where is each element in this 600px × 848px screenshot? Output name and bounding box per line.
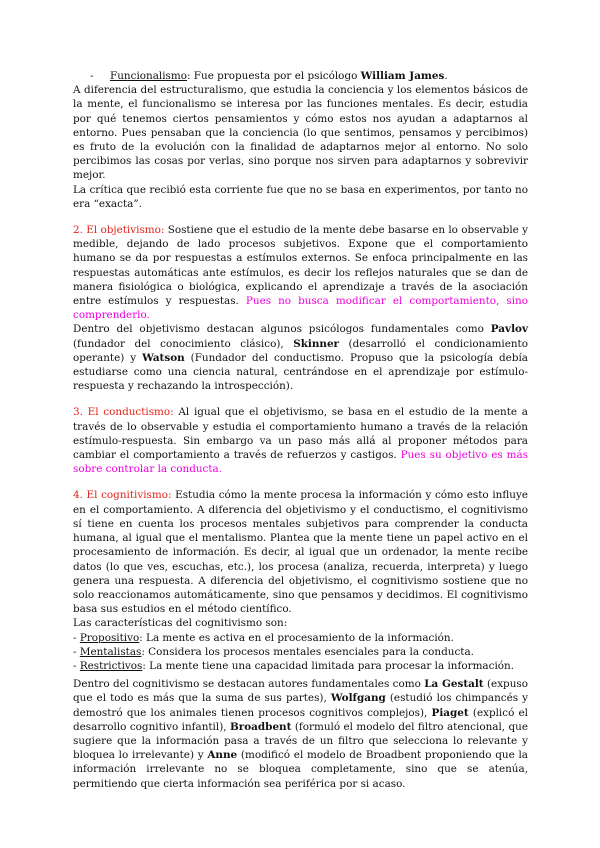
functionalism-term: Funcionalismo xyxy=(110,70,187,82)
behaviorism-heading: 3. El conductismo: xyxy=(73,406,174,419)
functionalism-body: A diferencia del estructuralismo, que estudia la conciencia y los elementos básicos de la mente, el funcionalismo se interesa por las funciones mentales. Es decir, estudia por qué tenemos ciertos pensamientos y cómo estos nos ayudan a adaptarnos al entorno. Pues pensaban que la conciencia (lo que sentimos, pensamos y percibimos) es fruto de la evolución con la finalidad de adaptarnos mejor al entorno. No solo percibimos las cosas por verlas, sino porque nos sirven para adaptarnos y sobrevivir mejor. xyxy=(73,84,528,182)
characteristics-title: Las características del cognitivismo son: xyxy=(73,617,288,630)
william-james: William James xyxy=(360,70,445,82)
objectivism-highlight: Pues no busca modificar el comportamiento, sino comprenderlo. xyxy=(73,295,528,322)
pavlov: Pavlov xyxy=(490,323,528,336)
cognitivism-paragraph: 4. El cognitivismo: Estudia cómo la mente procesa la información y cómo esto influye en el comportamiento. A diferencia del objetivismo y el conductismo, el cognitivismo sí tiene en cuenta los procesos mentales subjetivos para comprender la conducta humana, al igual que el mentalismo. Plantea que la mente tiene un papel activo en el procesamiento de información. Es decir, al igual que un ordenador, la mente recibe datos (lo que ves, escuchas, etc.), los procesa (analiza, recuerda, interpreta) y luego genera una respuesta. A diferencia del objetivismo, el cognitivismo sostiene que no solo reaccionamos automáticamente, sino que pensamos y decidimos. El cognitivismo basa sus estudios en el método científico. xyxy=(73,489,528,616)
piaget: Piaget xyxy=(431,706,469,719)
behaviorism-paragraph: 3. El conductismo: Al igual que el objetivismo, se basa en el estudio de la mente a través de lo observable y estudia el comportamiento humano a través de la relación estímulo-respuesta. Sin embargo va un paso más allá al proponer métodos para cambiar el comportamiento a través de refuerzos y castigos. Pues su objetivo es más sobre controlar la conducta. xyxy=(73,406,528,476)
objectivism-heading: 2. El objetivismo: xyxy=(73,224,165,237)
broadbent: Broadbent xyxy=(230,720,292,733)
skinner: Skinner xyxy=(293,337,340,350)
cognitivism-heading: 4. El cognitivismo: xyxy=(73,489,172,502)
characteristic-item: - Propositivo: La mente es activa en el procesamiento de la información. xyxy=(73,631,454,644)
characteristic-item: - Mentalistas: Considera los procesos mentales esenciales para la conducta. xyxy=(73,645,474,658)
characteristic-item: - Restrictivos: La mente tiene una capacidad limitada para procesar la información. xyxy=(73,659,515,672)
functionalism-line: - Funcionalismo: Fue propuesta por el psicólogo William James. xyxy=(90,70,448,82)
anne: Anne xyxy=(207,749,238,762)
functionalism-critique: La crítica que recibió esta corriente fue que no se basa en experimentos, por tanto no era “exacta”. xyxy=(73,183,528,210)
wolfgang: Wolfgang xyxy=(330,692,386,705)
objectivism-paragraph: 2. El objetivismo: Sostiene que el estudio de la mente debe basarse en lo observable y medible, dejando de lado procesos subjetivos. Expone que el comportamiento humano se da por respuestas a estímulos externos. Se enfoca principalmente en las respuestas automáticas ante estímulos, es decir los reflejos naturales que se dan de manera fisiológica o biológica, explicando el aprendizaje a través de la asociación entre estímulos y respuestas. Pues no busca modificar el comportamiento, sino comprenderlo. xyxy=(73,224,528,322)
cognitivism-authors: Dentro del cognitivismo se destacan autores fundamentales como La Gestalt (expuso que el todo es más que la suma de sus partes), Wolfgang (estudió los chimpancés y demostró que los animales tienen procesos cognitivos complejos), Piaget (explicó el desarrollo cognitivo infantil), Broadbent (formuló el modelo del filtro atencional, que sugiere que la información pasa a través de un filtro que selecciona lo relevante y bloquea lo irrelevante) y Anne (modificó el modelo de Broadbent proponiendo que la información irrelevante no se bloquea completamente, sino que se atenúa, permitiendo que cierta información sea periférica por si acaso. xyxy=(73,678,529,790)
objectivism-authors: Dentro del objetivismo destacan algunos psicólogos fundamentales como Pavlov (fundador del conocimiento clásico), Skinner (desarrolló el condicionamiento operante) y Watson (Fundador del conductismo. Propuso que la psicología debía estudiarse como una ciencia natural, centrándose en el aprendizaje por estímulo-respuesta y rechazando la introspección). xyxy=(73,323,529,393)
functionalism-intro: : Fue propuesta por el psicólogo xyxy=(187,70,361,82)
la-gestalt: La Gestalt xyxy=(424,678,484,691)
behaviorism-highlight: Pues su objetivo es más sobre controlar la conducta. xyxy=(73,449,528,476)
watson: Watson xyxy=(142,351,185,364)
document-page xyxy=(73,69,528,791)
bullet-dash: - xyxy=(90,70,94,82)
